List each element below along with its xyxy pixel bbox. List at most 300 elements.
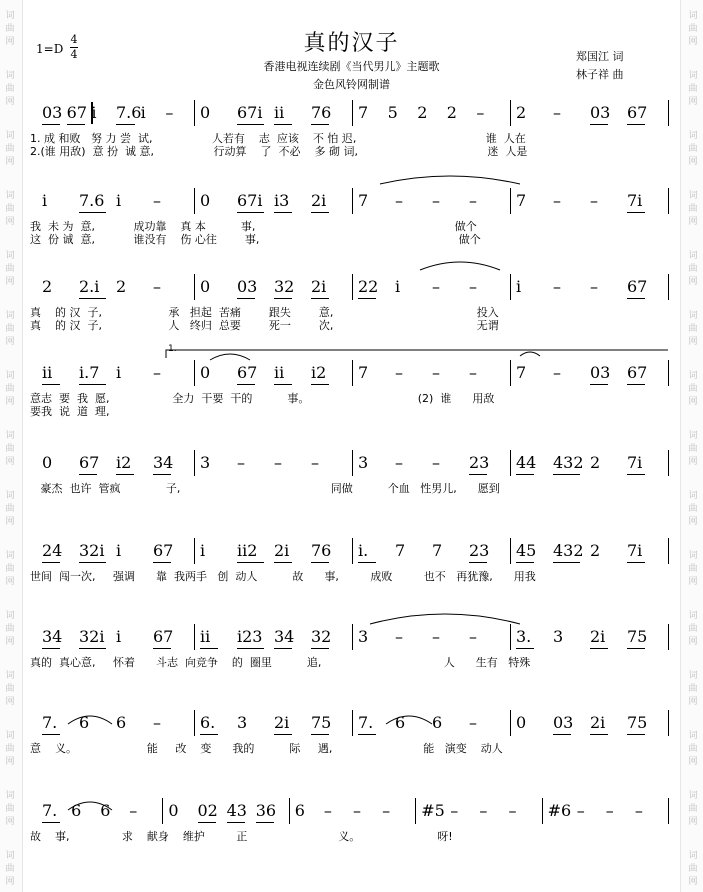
- note: –: [634, 801, 643, 820]
- beam-underline: [237, 124, 264, 125]
- beam-underline: [311, 124, 329, 125]
- beam-underline: [311, 648, 329, 649]
- watermark-char: 词: [5, 371, 15, 381]
- note: –: [395, 453, 403, 472]
- barline: [194, 710, 195, 736]
- watermark-char: 网: [688, 817, 698, 827]
- score-line: [0, 706, 703, 746]
- watermark-char: 词: [688, 431, 698, 441]
- note: –: [450, 801, 459, 820]
- note: 7i: [627, 191, 643, 210]
- barline: [668, 360, 669, 386]
- note: 44: [516, 453, 537, 472]
- note: i: [116, 191, 122, 210]
- beam-underline: [311, 298, 329, 299]
- note: 6: [294, 801, 305, 820]
- score-line: [0, 356, 703, 396]
- beam-underline: [627, 124, 645, 125]
- watermark-char: 词: [688, 71, 698, 81]
- note: 67: [153, 627, 174, 646]
- note: 2i: [311, 277, 327, 296]
- note: 32: [311, 627, 332, 646]
- note: #5: [421, 801, 445, 820]
- watermark-char: 词: [5, 131, 15, 141]
- note: 6: [71, 801, 82, 820]
- beam-underline: [358, 562, 376, 563]
- beam-underline: [42, 124, 60, 125]
- beam-underline: [553, 474, 580, 475]
- watermark-char: 词: [5, 11, 15, 21]
- note: 6.: [200, 713, 216, 732]
- note: 02: [197, 801, 218, 820]
- note: 0: [200, 277, 211, 296]
- note: 67: [627, 277, 648, 296]
- barline: [668, 798, 669, 824]
- watermark-char: 曲: [5, 264, 15, 274]
- note: 76: [311, 541, 332, 560]
- watermark-char: 网: [5, 697, 15, 707]
- barline: [668, 450, 669, 476]
- note: i: [116, 541, 122, 560]
- note: 3: [553, 627, 564, 646]
- watermark-char: 词: [5, 431, 15, 441]
- note: –: [553, 277, 561, 296]
- note: 7i: [627, 453, 643, 472]
- beam-underline: [237, 298, 255, 299]
- note: –: [576, 801, 585, 820]
- note: 34: [274, 627, 295, 646]
- beam-underline: [627, 648, 645, 649]
- score-line: [0, 794, 703, 834]
- watermark-char: 词: [688, 251, 698, 261]
- watermark-char: 网: [688, 697, 698, 707]
- note: 23: [469, 541, 490, 560]
- beam-underline: [79, 648, 106, 649]
- note: 432: [553, 453, 584, 472]
- score-line: [0, 184, 703, 224]
- note: i2: [116, 453, 132, 472]
- note: ii: [274, 363, 285, 382]
- note: 76: [311, 103, 332, 122]
- note: 7: [358, 191, 369, 210]
- beam-underline: [79, 298, 106, 299]
- note: 32i: [79, 627, 105, 646]
- beam-underline: [153, 474, 171, 475]
- note: 45: [516, 541, 537, 560]
- beam-underline: [79, 384, 106, 385]
- watermark-char: 词: [5, 671, 15, 681]
- beam-underline: [516, 648, 534, 649]
- watermark-char: 曲: [688, 804, 698, 814]
- lyric-line: 世间 闯一次, 强调 靠 我两手 创 动人 故 事, 成败 也不 再犹豫, 用我: [30, 570, 536, 583]
- watermark-char: 词: [5, 251, 15, 261]
- beam-underline: [237, 562, 264, 563]
- note: 22: [358, 277, 379, 296]
- lyric-line: 豪杰 也许 管疯 子, 同做 个血 性男儿, 愿到: [30, 482, 500, 495]
- watermark-char: 曲: [688, 564, 698, 574]
- watermark-char: 曲: [5, 684, 15, 694]
- watermark-char: 网: [5, 37, 15, 47]
- watermark-char: 曲: [688, 744, 698, 754]
- barline: [510, 274, 511, 300]
- note: 67: [66, 103, 88, 122]
- note: 36: [255, 801, 277, 820]
- watermark-char: 网: [688, 157, 698, 167]
- note: 0: [200, 103, 211, 122]
- beam-underline: [237, 648, 264, 649]
- watermark-char: 网: [5, 517, 15, 527]
- watermark-char: 网: [5, 97, 15, 107]
- beam-underline: [237, 384, 255, 385]
- watermark-char: 词: [688, 11, 698, 21]
- note: –: [323, 801, 332, 820]
- barline: [352, 360, 353, 386]
- note: –: [395, 627, 403, 646]
- beam-underline: [516, 474, 534, 475]
- note: i: [140, 103, 146, 122]
- note: 67: [237, 363, 258, 382]
- watermark-char: 曲: [688, 84, 698, 94]
- note: ii2: [237, 541, 258, 560]
- note: –: [432, 191, 440, 210]
- beam-underline: [67, 124, 86, 125]
- watermark-char: 曲: [5, 24, 15, 34]
- note: 0: [516, 713, 527, 732]
- note: 03: [237, 277, 258, 296]
- barline: [194, 274, 195, 300]
- lyric-line: 意 义。 能 改 变 我的 际 遇, 能 演变 动人: [30, 742, 503, 755]
- note: i23: [237, 627, 263, 646]
- beam-underline: [237, 212, 264, 213]
- beam-underline: [358, 734, 376, 735]
- note: –: [237, 453, 245, 472]
- beam-underline: [553, 734, 571, 735]
- barline: [352, 188, 353, 214]
- note: –: [605, 801, 614, 820]
- note: 2: [590, 541, 601, 560]
- note: 2i: [311, 191, 327, 210]
- watermark-char: 网: [5, 637, 15, 647]
- note: 7.: [42, 713, 58, 732]
- volta-marker: 1.: [168, 344, 177, 354]
- note: i: [91, 103, 97, 122]
- beam-underline: [274, 648, 292, 649]
- watermark-char: 曲: [5, 444, 15, 454]
- note: 67i: [237, 103, 263, 122]
- note: 7: [516, 191, 527, 210]
- watermark-char: 网: [5, 277, 15, 287]
- beam-underline: [590, 734, 608, 735]
- watermark-char: 曲: [688, 204, 698, 214]
- watermark-char: 词: [688, 851, 698, 861]
- lyric-line: 要我 说 道 理,: [30, 405, 110, 418]
- beam-underline: [42, 822, 60, 823]
- note: 03: [42, 103, 63, 122]
- watermark-char: 网: [5, 817, 15, 827]
- note: 3.: [516, 627, 532, 646]
- barline: [510, 360, 511, 386]
- watermark-char: 曲: [5, 84, 15, 94]
- note: 67: [79, 453, 100, 472]
- beam-underline: [116, 474, 134, 475]
- beam-underline: [627, 298, 645, 299]
- note: 3: [237, 713, 248, 732]
- watermark-char: 网: [688, 277, 698, 287]
- note: 3: [358, 627, 369, 646]
- watermark-char: 曲: [688, 264, 698, 274]
- note: 2i: [590, 627, 606, 646]
- note: i: [200, 541, 206, 560]
- barline: [352, 624, 353, 650]
- note: 2: [446, 103, 457, 122]
- score-maker: 金色风铃网制谱: [313, 78, 390, 91]
- lyric-line: 意志 要 我 愿, 全力 干要 干的 事。 (2) 谁 用敌: [30, 392, 495, 405]
- note: 7: [432, 541, 443, 560]
- note: –: [479, 801, 488, 820]
- watermark-char: 曲: [688, 144, 698, 154]
- barline: [510, 624, 511, 650]
- note: 2.i: [79, 277, 100, 296]
- note: i: [116, 363, 122, 382]
- watermark-char: 网: [5, 877, 15, 887]
- lyric-line: 1. 成 和败 努 力 尝 试, 人若有 志 应该 不 怕 迟, 谁 人在: [30, 132, 526, 145]
- note: 2: [417, 103, 428, 122]
- beam-underline: [311, 384, 329, 385]
- watermark-char: 网: [688, 517, 698, 527]
- watermark-char: 词: [688, 371, 698, 381]
- note: 67: [153, 541, 174, 560]
- note: –: [590, 191, 598, 210]
- watermark-char: 曲: [688, 24, 698, 34]
- watermark-char: 曲: [5, 324, 15, 334]
- watermark-char: 网: [688, 397, 698, 407]
- watermark-char: 曲: [5, 504, 15, 514]
- note: 75: [311, 713, 332, 732]
- note: 32i: [79, 541, 105, 560]
- note: 7: [395, 541, 406, 560]
- beam-underline: [42, 648, 60, 649]
- note: 2i: [274, 713, 290, 732]
- note: –: [590, 277, 598, 296]
- barline: [194, 538, 195, 564]
- note: 7i: [627, 541, 643, 560]
- note: 23: [469, 453, 490, 472]
- note: –: [469, 363, 477, 382]
- note: –: [382, 801, 391, 820]
- note: 75: [627, 713, 648, 732]
- note: –: [395, 363, 403, 382]
- note: –: [476, 103, 485, 122]
- beam-underline: [153, 648, 171, 649]
- note: –: [432, 277, 440, 296]
- note: –: [395, 191, 403, 210]
- note: 7.: [358, 713, 374, 732]
- beam-underline: [553, 562, 580, 563]
- barline: [668, 624, 669, 650]
- beam-underline: [311, 562, 329, 563]
- time-top: 4: [70, 33, 78, 46]
- watermark-char: 词: [688, 671, 698, 681]
- lyric-line: 真的 真心意, 怀着 斗志 向竞争 的 圈里 追, 人 生有 特殊: [30, 656, 531, 669]
- note: i.: [358, 541, 369, 560]
- note: 0: [168, 801, 179, 820]
- lyric-line: 真 的 汉 子, 承 担起 苦痛 跟失 意, 投入: [30, 306, 499, 319]
- note: 03: [590, 103, 611, 122]
- beam-underline: [116, 124, 135, 125]
- note: –: [553, 103, 561, 122]
- watermark-char: 词: [688, 311, 698, 321]
- note: 2: [590, 453, 601, 472]
- beam-underline: [274, 124, 292, 125]
- beam-underline: [311, 734, 329, 735]
- watermark-char: 网: [688, 337, 698, 347]
- note: 6: [116, 713, 127, 732]
- note: 432: [553, 541, 584, 560]
- note: 43: [226, 801, 247, 820]
- beam-underline: [42, 734, 60, 735]
- note: 34: [153, 453, 174, 472]
- note: 6: [79, 713, 90, 732]
- note: 0: [200, 363, 211, 382]
- barline: [668, 538, 669, 564]
- beam-underline: [274, 384, 292, 385]
- watermark-char: 词: [688, 611, 698, 621]
- watermark-char: 曲: [5, 384, 15, 394]
- note: i: [395, 277, 401, 296]
- beam-underline: [627, 734, 645, 735]
- note: 34: [42, 627, 63, 646]
- note: i: [116, 627, 122, 646]
- score-line: [0, 270, 703, 310]
- note: ii: [200, 627, 211, 646]
- watermark-char: 曲: [688, 864, 698, 874]
- note: 24: [42, 541, 63, 560]
- song-title: 真的汉子: [303, 31, 400, 56]
- note: 3: [358, 453, 369, 472]
- note: –: [129, 801, 138, 820]
- watermark-char: 网: [688, 457, 698, 467]
- lyric-line: 2.(谁 用敌) 意 扮 诚 意, 行动算 了 不必 多 砌 词, 迷 人是: [30, 145, 528, 158]
- watermark-char: 词: [5, 731, 15, 741]
- note: 0: [200, 191, 211, 210]
- beam-underline: [227, 822, 245, 823]
- time-bottom: 4: [70, 48, 78, 61]
- barline: [194, 188, 195, 214]
- note: –: [469, 627, 477, 646]
- note: i.7: [79, 363, 100, 382]
- beam-underline: [590, 384, 608, 385]
- score-line: [0, 620, 703, 660]
- note: –: [508, 801, 517, 820]
- watermark-char: 词: [688, 791, 698, 801]
- beam-underline: [200, 648, 218, 649]
- beam-underline: [627, 474, 645, 475]
- note: 5: [387, 103, 398, 122]
- note: –: [353, 801, 361, 820]
- watermark-char: 网: [5, 397, 15, 407]
- note: 7.6: [116, 103, 142, 122]
- note: 03: [590, 363, 611, 382]
- beam-underline: [42, 562, 60, 563]
- note: i: [516, 277, 522, 296]
- note: 3: [200, 453, 211, 472]
- watermark-char: 曲: [688, 624, 698, 634]
- barline: [510, 100, 511, 126]
- lyricist-credit: 郑国江 词: [576, 50, 624, 63]
- barline: [668, 188, 669, 214]
- barline: [352, 538, 353, 564]
- watermark-char: 词: [5, 311, 15, 321]
- barline: [510, 450, 511, 476]
- note: –: [153, 277, 161, 296]
- beam-underline: [627, 212, 645, 213]
- beam-underline: [198, 822, 216, 823]
- barline: [510, 538, 511, 564]
- barline: [668, 274, 669, 300]
- beam-underline: [274, 734, 292, 735]
- score-line: [0, 534, 703, 574]
- note: –: [553, 363, 561, 382]
- watermark-char: 网: [688, 217, 698, 227]
- watermark-char: 网: [688, 877, 698, 887]
- note: i2: [311, 363, 327, 382]
- note: –: [432, 627, 440, 646]
- barline: [194, 450, 195, 476]
- note: 7.6: [79, 191, 105, 210]
- watermark-char: 词: [5, 791, 15, 801]
- barline: [415, 798, 416, 824]
- watermark-char: 词: [5, 491, 15, 501]
- score-line: [0, 96, 703, 136]
- barline: [194, 360, 195, 386]
- watermark-char: 曲: [5, 624, 15, 634]
- watermark-char: 词: [688, 191, 698, 201]
- note: 32: [274, 277, 295, 296]
- note: 7.: [42, 801, 58, 820]
- barline: [194, 624, 195, 650]
- note: ii: [274, 103, 285, 122]
- barline: [668, 710, 669, 736]
- note: i: [42, 191, 48, 210]
- lyric-line: 我 未 为 意, 成功靠 真 本 事, 做个: [30, 220, 477, 233]
- note: i3: [274, 191, 290, 210]
- watermark-char: 曲: [5, 144, 15, 154]
- note: 2: [42, 277, 53, 296]
- note: –: [553, 191, 561, 210]
- lyric-line: 这 份 诚 意, 谁没有 伤 心往 事, 做个: [30, 233, 481, 246]
- note: 67: [627, 363, 648, 382]
- composer-credit: 林子祥 曲: [576, 68, 624, 81]
- barline: [510, 710, 511, 736]
- watermark-char: 词: [688, 131, 698, 141]
- note: –: [153, 713, 161, 732]
- note: –: [469, 713, 477, 732]
- barline: [289, 798, 290, 824]
- barline: [542, 798, 543, 824]
- note: –: [432, 363, 440, 382]
- watermark-char: 网: [5, 757, 15, 767]
- watermark-char: 曲: [688, 504, 698, 514]
- note: –: [165, 103, 174, 122]
- note: ii: [42, 363, 53, 382]
- barline: [352, 450, 353, 476]
- barline: [194, 100, 195, 126]
- watermark-char: 网: [688, 757, 698, 767]
- beam-underline: [79, 212, 106, 213]
- watermark-char: 网: [5, 577, 15, 587]
- watermark-char: 词: [688, 731, 698, 741]
- beam-underline: [469, 474, 487, 475]
